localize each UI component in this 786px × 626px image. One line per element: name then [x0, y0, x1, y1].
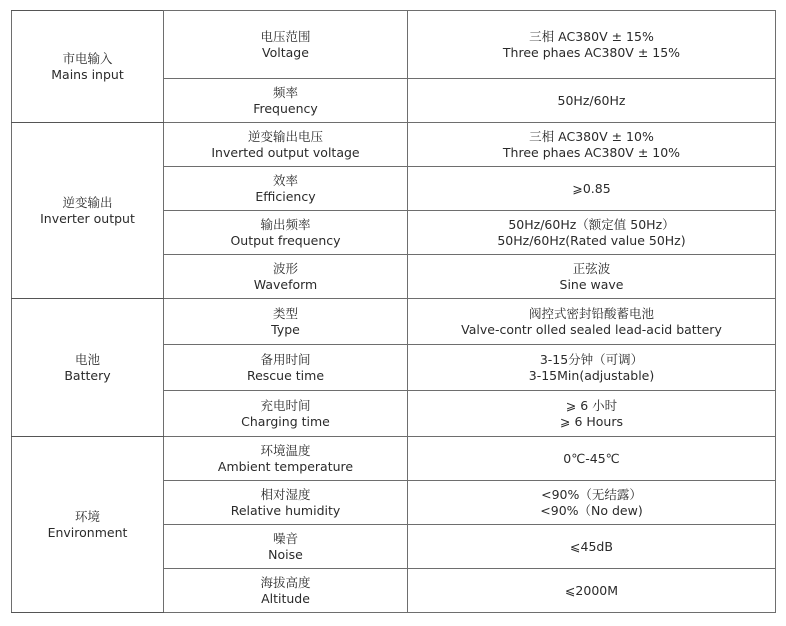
category-label-en: Environment: [47, 524, 128, 540]
table-row: [12, 437, 776, 481]
value-cell: [408, 299, 776, 345]
value-cell: [408, 345, 776, 391]
parameter-label-zh: 环境温度: [260, 442, 311, 458]
parameter-label-en: Ambient temperature: [217, 458, 354, 474]
parameter-label-en: Rescue time: [246, 367, 325, 383]
value-line: 三相 AC380V ± 10%: [529, 128, 654, 144]
value-line: 50Hz/60Hz: [557, 92, 626, 108]
value-cell: [408, 167, 776, 211]
parameter-label-en: Efficiency: [255, 188, 316, 204]
parameter-cell: [164, 569, 408, 613]
value-cell: [408, 79, 776, 123]
parameter-cell: [164, 167, 408, 211]
parameter-cell: [164, 123, 408, 167]
category-label-en: Mains input: [51, 66, 124, 82]
value-cell: [408, 123, 776, 167]
value-line: <90%（No dew): [540, 502, 643, 518]
category-cell: [12, 11, 164, 123]
value-line: 50Hz/60Hz（额定值 50Hz）: [508, 216, 675, 232]
value-cell: [408, 255, 776, 299]
value-cell: [408, 525, 776, 569]
spec-table: [11, 10, 776, 613]
category-label-zh: 电池: [74, 351, 100, 367]
parameter-label-en: Type: [271, 321, 300, 337]
value-cell: [408, 569, 776, 613]
parameter-label-zh: 波形: [272, 260, 298, 276]
parameter-label-zh: 备用时间: [260, 351, 311, 367]
parameter-cell: [164, 299, 408, 345]
parameter-label-zh: 效率: [272, 172, 298, 188]
parameter-label-en: Frequency: [253, 100, 318, 116]
value-line: Sine wave: [559, 276, 624, 292]
parameter-label-zh: 电压范围: [260, 28, 311, 44]
value-cell: [408, 481, 776, 525]
parameter-label-en: Charging time: [241, 413, 330, 429]
value-line: ⩾ 6 Hours: [560, 413, 623, 429]
value-cell: [408, 391, 776, 437]
parameter-label-zh: 相对湿度: [260, 486, 311, 502]
value-line: ⩾ 6 小时: [565, 397, 618, 413]
value-line: ⩾0.85: [572, 180, 611, 196]
value-line: ⩽2000M: [564, 582, 619, 598]
parameter-cell: [164, 525, 408, 569]
parameter-label-zh: 类型: [272, 305, 298, 321]
parameter-label-zh: 噪音: [272, 530, 298, 546]
category-cell: [12, 437, 164, 613]
parameter-label-en: Voltage: [262, 44, 309, 60]
value-line: 0℃-45℃: [563, 450, 620, 466]
parameter-cell: [164, 481, 408, 525]
parameter-label-en: Altitude: [261, 590, 310, 606]
category-label-zh: 市电输入: [62, 50, 113, 66]
parameter-label-en: Inverted output voltage: [211, 144, 360, 160]
parameter-cell: [164, 255, 408, 299]
parameter-cell: [164, 437, 408, 481]
value-line: 3-15分钟（可调）: [539, 351, 644, 367]
table-row: [12, 11, 776, 79]
table-row: [12, 299, 776, 345]
category-label-zh: 环境: [74, 508, 100, 524]
parameter-label-zh: 逆变输出电压: [247, 128, 323, 144]
value-line: 三相 AC380V ± 15%: [529, 28, 654, 44]
value-line: <90%（无结露）: [541, 486, 642, 502]
value-line: Three phaes AC380V ± 15%: [502, 44, 681, 60]
value-line: 正弦波: [572, 260, 611, 276]
value-cell: [408, 11, 776, 79]
parameter-label-en: Noise: [268, 546, 303, 562]
parameter-label-en: Output frequency: [230, 232, 341, 248]
value-line: 50Hz/60Hz(Rated value 50Hz): [497, 232, 686, 248]
parameter-label-zh: 充电时间: [260, 397, 311, 413]
parameter-label-en: Waveform: [253, 276, 318, 292]
category-cell: [12, 299, 164, 437]
category-label-en: Inverter output: [40, 210, 135, 226]
value-line: 3-15Min(adjustable): [528, 367, 655, 383]
parameter-cell: [164, 211, 408, 255]
value-line: 阀控式密封铅酸蓄电池: [528, 305, 654, 321]
value-line: Valve-contr olled sealed lead-acid battery: [461, 321, 722, 337]
parameter-cell: [164, 79, 408, 123]
value-cell: [408, 211, 776, 255]
parameter-label-zh: 输出频率: [260, 216, 311, 232]
category-cell: [12, 123, 164, 299]
parameter-label-zh: 海拔高度: [260, 574, 311, 590]
category-label-zh: 逆变输出: [62, 194, 113, 210]
parameter-label-en: Relative humidity: [230, 502, 341, 518]
category-label-en: Battery: [64, 367, 111, 383]
parameter-label-zh: 频率: [272, 84, 298, 100]
parameter-cell: [164, 11, 408, 79]
table-row: [12, 123, 776, 167]
parameter-cell: [164, 345, 408, 391]
value-line: ⩽45dB: [570, 538, 613, 554]
value-line: Three phaes AC380V ± 10%: [502, 144, 681, 160]
value-cell: [408, 437, 776, 481]
parameter-cell: [164, 391, 408, 437]
